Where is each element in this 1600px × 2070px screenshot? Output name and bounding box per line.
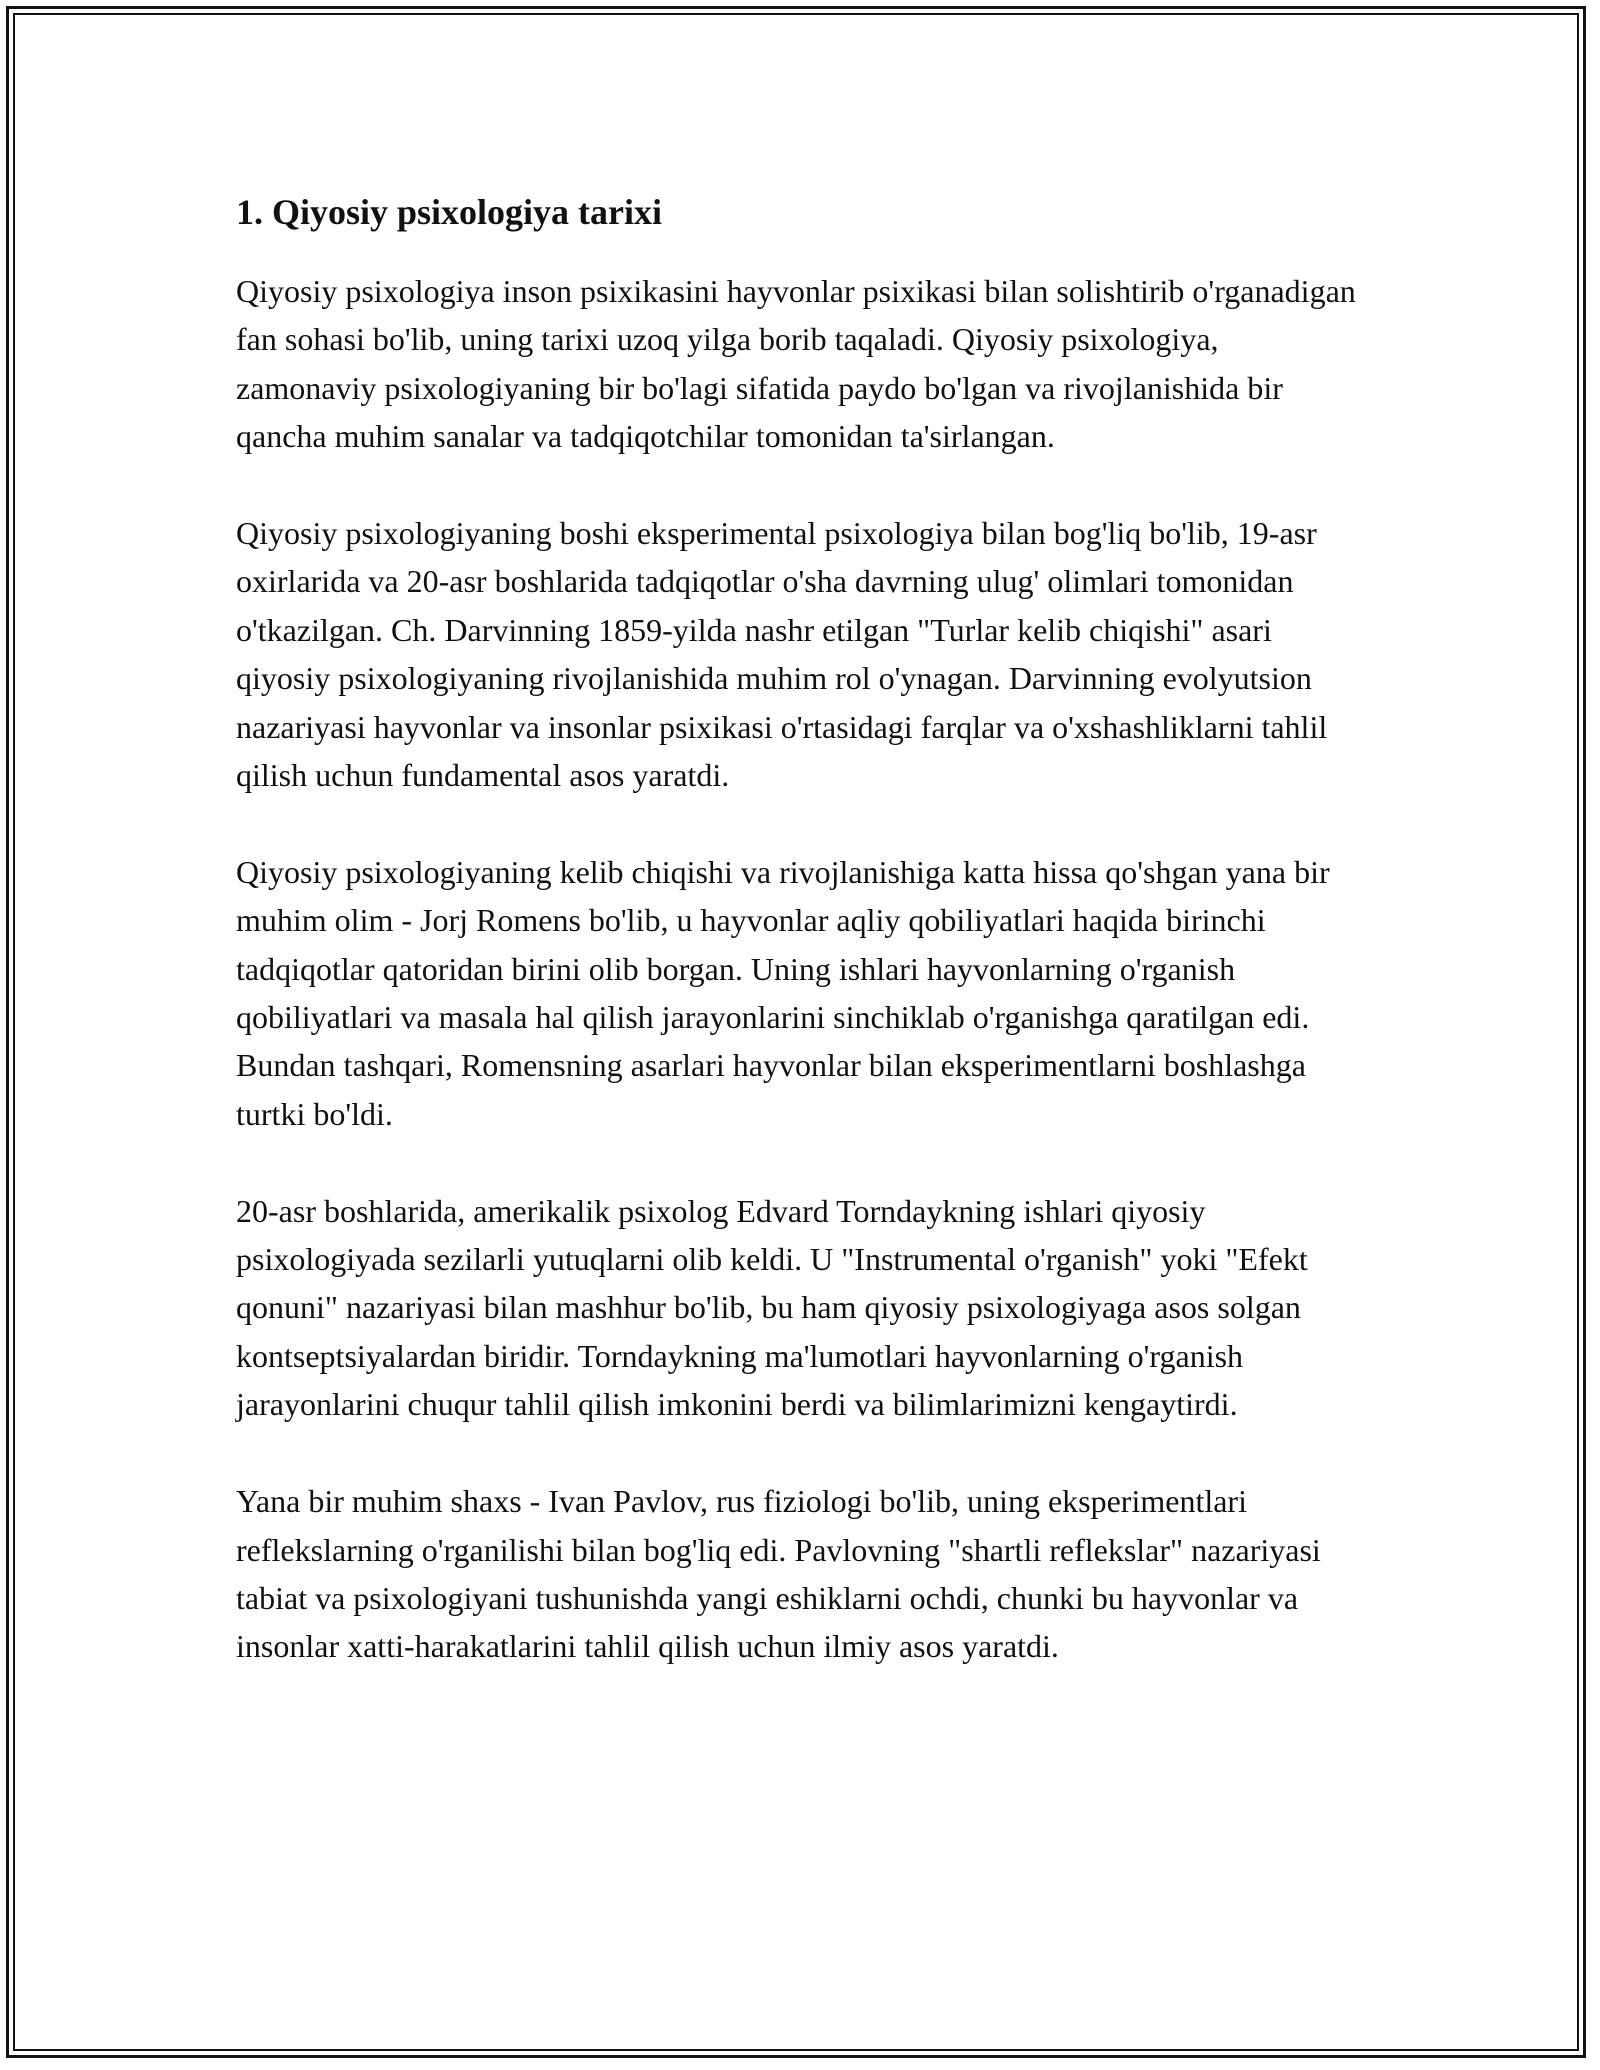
paragraph-1: Qiyosiy psixologiya inson psixikasini hayvonlar psixikasi bilan solishtirib o'rganadigan fan sohasi bo'lib, uning tarixi uzoq yilga borib taqaladi. Qiyosiy psixologiya, zamonaviy psixologiyaning bir bo'lagi sifatida paydo bo'lgan va rivojlanishida bir qancha muhim sanalar va tadqiqotchilar tomonidan ta'sirlangan. <box>236 273 1356 455</box>
paragraph-2: Qiyosiy psixologiyaning boshi eksperimental psixologiya bilan bog'liq bo'lib, 19-asr oxirlarida va 20-asr boshlarida tadqiqotlar o'sha davrning ulug' olimlari tomonidan o'tkazilgan. Ch. Darvinning 1859-yilda nashr etilgan "Turlar kelib chiqishi" asari qiyosiy psixologiyaning rivojlanishida muhim rol o'ynagan. Darvinning evolyutsion nazariyasi hayvonlar va insonlar psixikasi o'rtasidagi farqlar va o'xshashliklarni tahlil qilish uchun fundamental asos yaratdi. <box>236 515 1328 794</box>
document-body <box>236 185 1366 1719</box>
paragraph-5: Yana bir muhim shaxs - Ivan Pavlov, rus fiziologi bo'lib, uning eksperimentlari reflekslarning o'rganilishi bilan bog'liq edi. Pavlovning "shartli reflekslar" nazariyasi tabiat va psixologiyani tushunishda yangi eshiklarni ochdi, chunki bu hayvonlar va insonlar xatti-harakatlarini tahlil qilish uchun ilmiy asos yaratdi. <box>236 1483 1321 1665</box>
paragraph-3: Qiyosiy psixologiyaning kelib chiqishi va rivojlanishiga katta hissa qo'shgan yana bir muhim olim - Jorj Romens bo'lib, u hayvonlar aqliy qobiliyatlari haqida birinchi tadqiqotlar qatoridan birini olib borgan. Uning ishlari hayvonlarning o'rganish qobiliyatlari va masala hal qilish jarayonlarini sinchiklab o'rganishga qaratilgan edi. Bundan tashqari, Romensning asarlari hayvonlar bilan eksperimentlarni boshlashga turtki bo'ldi. <box>236 853 1330 1132</box>
paragraph-4: 20-asr boshlarida, amerikalik psixolog Edvard Torndaykning ishlari qiyosiy psixologiyada sezilarli yutuqlarni olib keldi. U "Instrumental o'rganish" yoki "Efekt qonuni" nazariyasi bilan mashhur bo'lib, bu ham qiyosiy psixologiyaga asos solgan kontseptsiyalardan biridir. Torndaykning ma'lumotlari hayvonlarning o'rganish jarayonlarini chuqur tahlil qilish imkonini berdi va bilimlarimizni kengaytirdi. <box>236 1192 1308 1423</box>
section-heading: 1. Qiyosiy psixologiya tarixi <box>236 192 663 232</box>
